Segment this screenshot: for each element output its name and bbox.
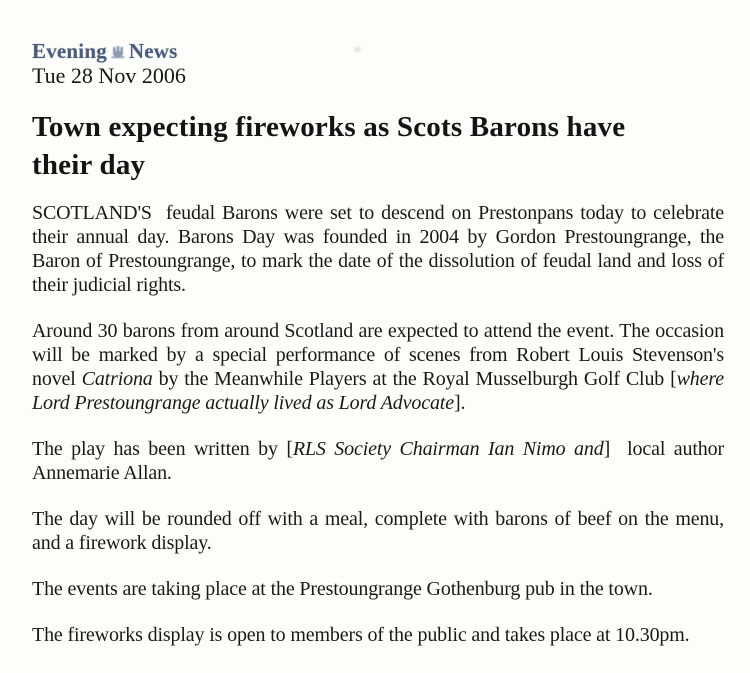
logo-text-evening: Evening xyxy=(32,39,107,63)
crest-icon xyxy=(110,44,126,60)
italic-text: RLS Society Chairman Ian Nimo and xyxy=(292,438,604,460)
body-text: by the Meanwhile Players at the Royal Musselburgh Golf Club [ xyxy=(152,368,677,390)
italic-text: where Lord Prestoungrange actually lived as Lord Advocate xyxy=(32,368,724,414)
article-paragraph xyxy=(32,201,724,297)
body-text: ]. xyxy=(453,392,466,414)
article-paragraph xyxy=(32,437,724,485)
article-paragraph xyxy=(32,319,724,415)
article-paragraph xyxy=(32,577,724,601)
body-text: The play has been written by [ xyxy=(32,438,293,460)
scan-artifact xyxy=(354,47,361,52)
body-text: Around 30 barons from around Scotland are expected to attend the event. The occasion will be marked by a special performance of scenes from Robert Louis Stevenson's novel xyxy=(32,320,724,390)
body-text: The fireworks display is open to members of the public and takes place at 10.30pm. xyxy=(32,624,690,646)
italic-text: Catriona xyxy=(81,368,153,390)
logo-text-news: News xyxy=(128,39,178,63)
body-text: The day will be rounded off with a meal, complete with barons of beef on the menu, and a firework display. xyxy=(32,508,724,554)
newspaper-logo xyxy=(32,41,724,62)
article-body xyxy=(32,201,724,647)
article-paragraph xyxy=(32,507,724,555)
body-text: ] local author Annemarie Allan. xyxy=(32,438,724,484)
article-date: Tue 28 Nov 2006 xyxy=(32,63,186,88)
body-text: SCOTLAND'S feudal Barons were set to descend on Prestonpans today to celebrate their annual day. Barons Day was founded in 2004 by Gordon Prestoungrange, the Baron of Prestoungrange, to mark the date of the dissolution of feudal land and loss of their judicial rights. xyxy=(32,202,724,296)
article-paragraph xyxy=(32,623,724,647)
masthead xyxy=(32,41,724,88)
body-text: The events are taking place at the Prestoungrange Gothenburg pub in the town. xyxy=(32,578,653,600)
headline: Town expecting fireworks as Scots Barons have their day xyxy=(32,111,626,181)
